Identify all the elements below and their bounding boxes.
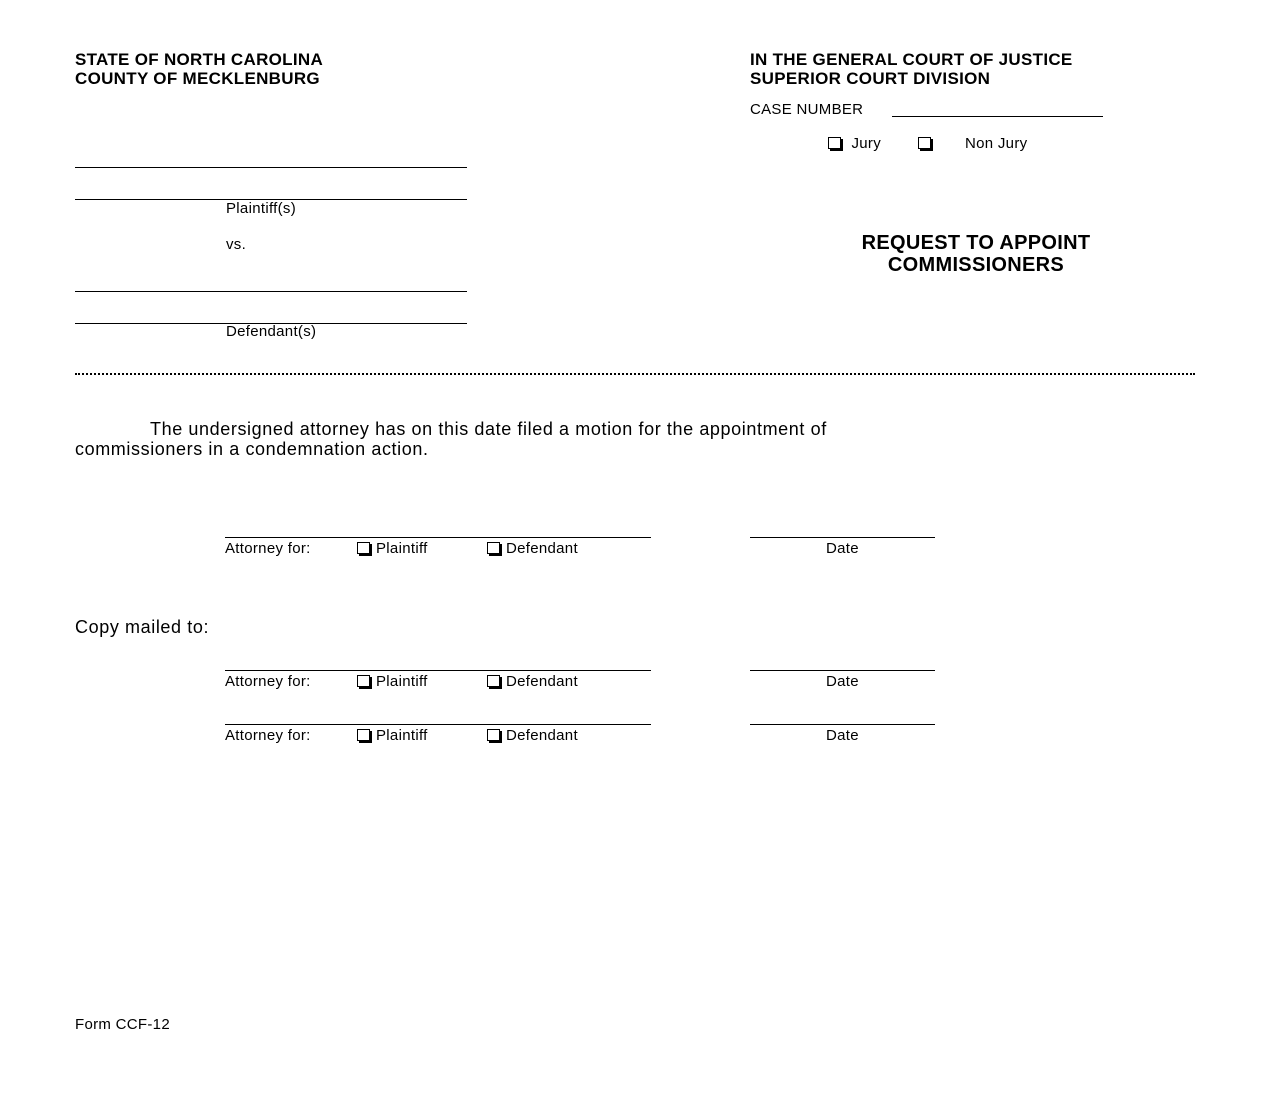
state-heading: STATE OF NORTH CAROLINA: [75, 50, 324, 69]
signature-line[interactable]: [225, 724, 651, 725]
checkbox-icon[interactable]: [357, 542, 370, 554]
signature-line[interactable]: [225, 670, 651, 671]
plaintiff-option[interactable]: Plaintiff: [357, 673, 428, 690]
dotted-divider: [75, 373, 1195, 375]
date-line[interactable]: [750, 670, 935, 671]
case-number-label: CASE NUMBER: [750, 101, 864, 118]
plaintiff-line-1[interactable]: [75, 167, 467, 168]
plaintiff-option[interactable]: Plaintiff: [357, 540, 428, 557]
court-heading: IN THE GENERAL COURT OF JUSTICE: [750, 50, 1073, 69]
jury-option[interactable]: Jury: [828, 135, 881, 152]
plaintiff-label: Plaintiff(s): [226, 200, 297, 217]
signature-line[interactable]: [225, 537, 651, 538]
date-label: Date: [826, 540, 859, 557]
plaintiff-option[interactable]: Plaintiff: [357, 727, 428, 744]
attorney-for-label: Attorney for:: [225, 540, 311, 557]
case-number-field[interactable]: [892, 116, 1103, 117]
body-line-1: The undersigned attorney has on this date filed a motion for the appointment of: [150, 419, 827, 439]
date-line[interactable]: [750, 724, 935, 725]
checkbox-icon[interactable]: [487, 542, 500, 554]
defendant-label: Defendant(s): [226, 323, 317, 340]
checkbox-icon[interactable]: [357, 675, 370, 687]
division-heading: SUPERIOR COURT DIVISION: [750, 69, 991, 88]
defendant-option[interactable]: Defendant: [487, 540, 578, 557]
attorney-for-label: Attorney for:: [225, 673, 311, 690]
county-heading: COUNTY OF MECKLENBURG: [75, 69, 320, 88]
defendant-option[interactable]: Defendant: [487, 673, 578, 690]
defendant-line-1[interactable]: [75, 291, 467, 292]
non-jury-option[interactable]: Non Jury: [918, 135, 1027, 152]
checkbox-icon[interactable]: [487, 675, 500, 687]
checkbox-icon[interactable]: [828, 137, 841, 149]
attorney-for-label: Attorney for:: [225, 727, 311, 744]
date-label: Date: [826, 727, 859, 744]
form-id: Form CCF-12: [75, 1016, 170, 1033]
date-line[interactable]: [750, 537, 935, 538]
checkbox-icon[interactable]: [918, 137, 931, 149]
document-title: REQUEST TO APPOINT COMMISSIONERS: [861, 232, 1091, 276]
checkbox-icon[interactable]: [487, 729, 500, 741]
copy-mailed-label: Copy mailed to:: [75, 617, 210, 637]
date-label: Date: [826, 673, 859, 690]
body-line-2: commissioners in a condemnation action.: [75, 439, 429, 459]
checkbox-icon[interactable]: [357, 729, 370, 741]
vs-label: vs.: [226, 236, 247, 253]
defendant-option[interactable]: Defendant: [487, 727, 578, 744]
